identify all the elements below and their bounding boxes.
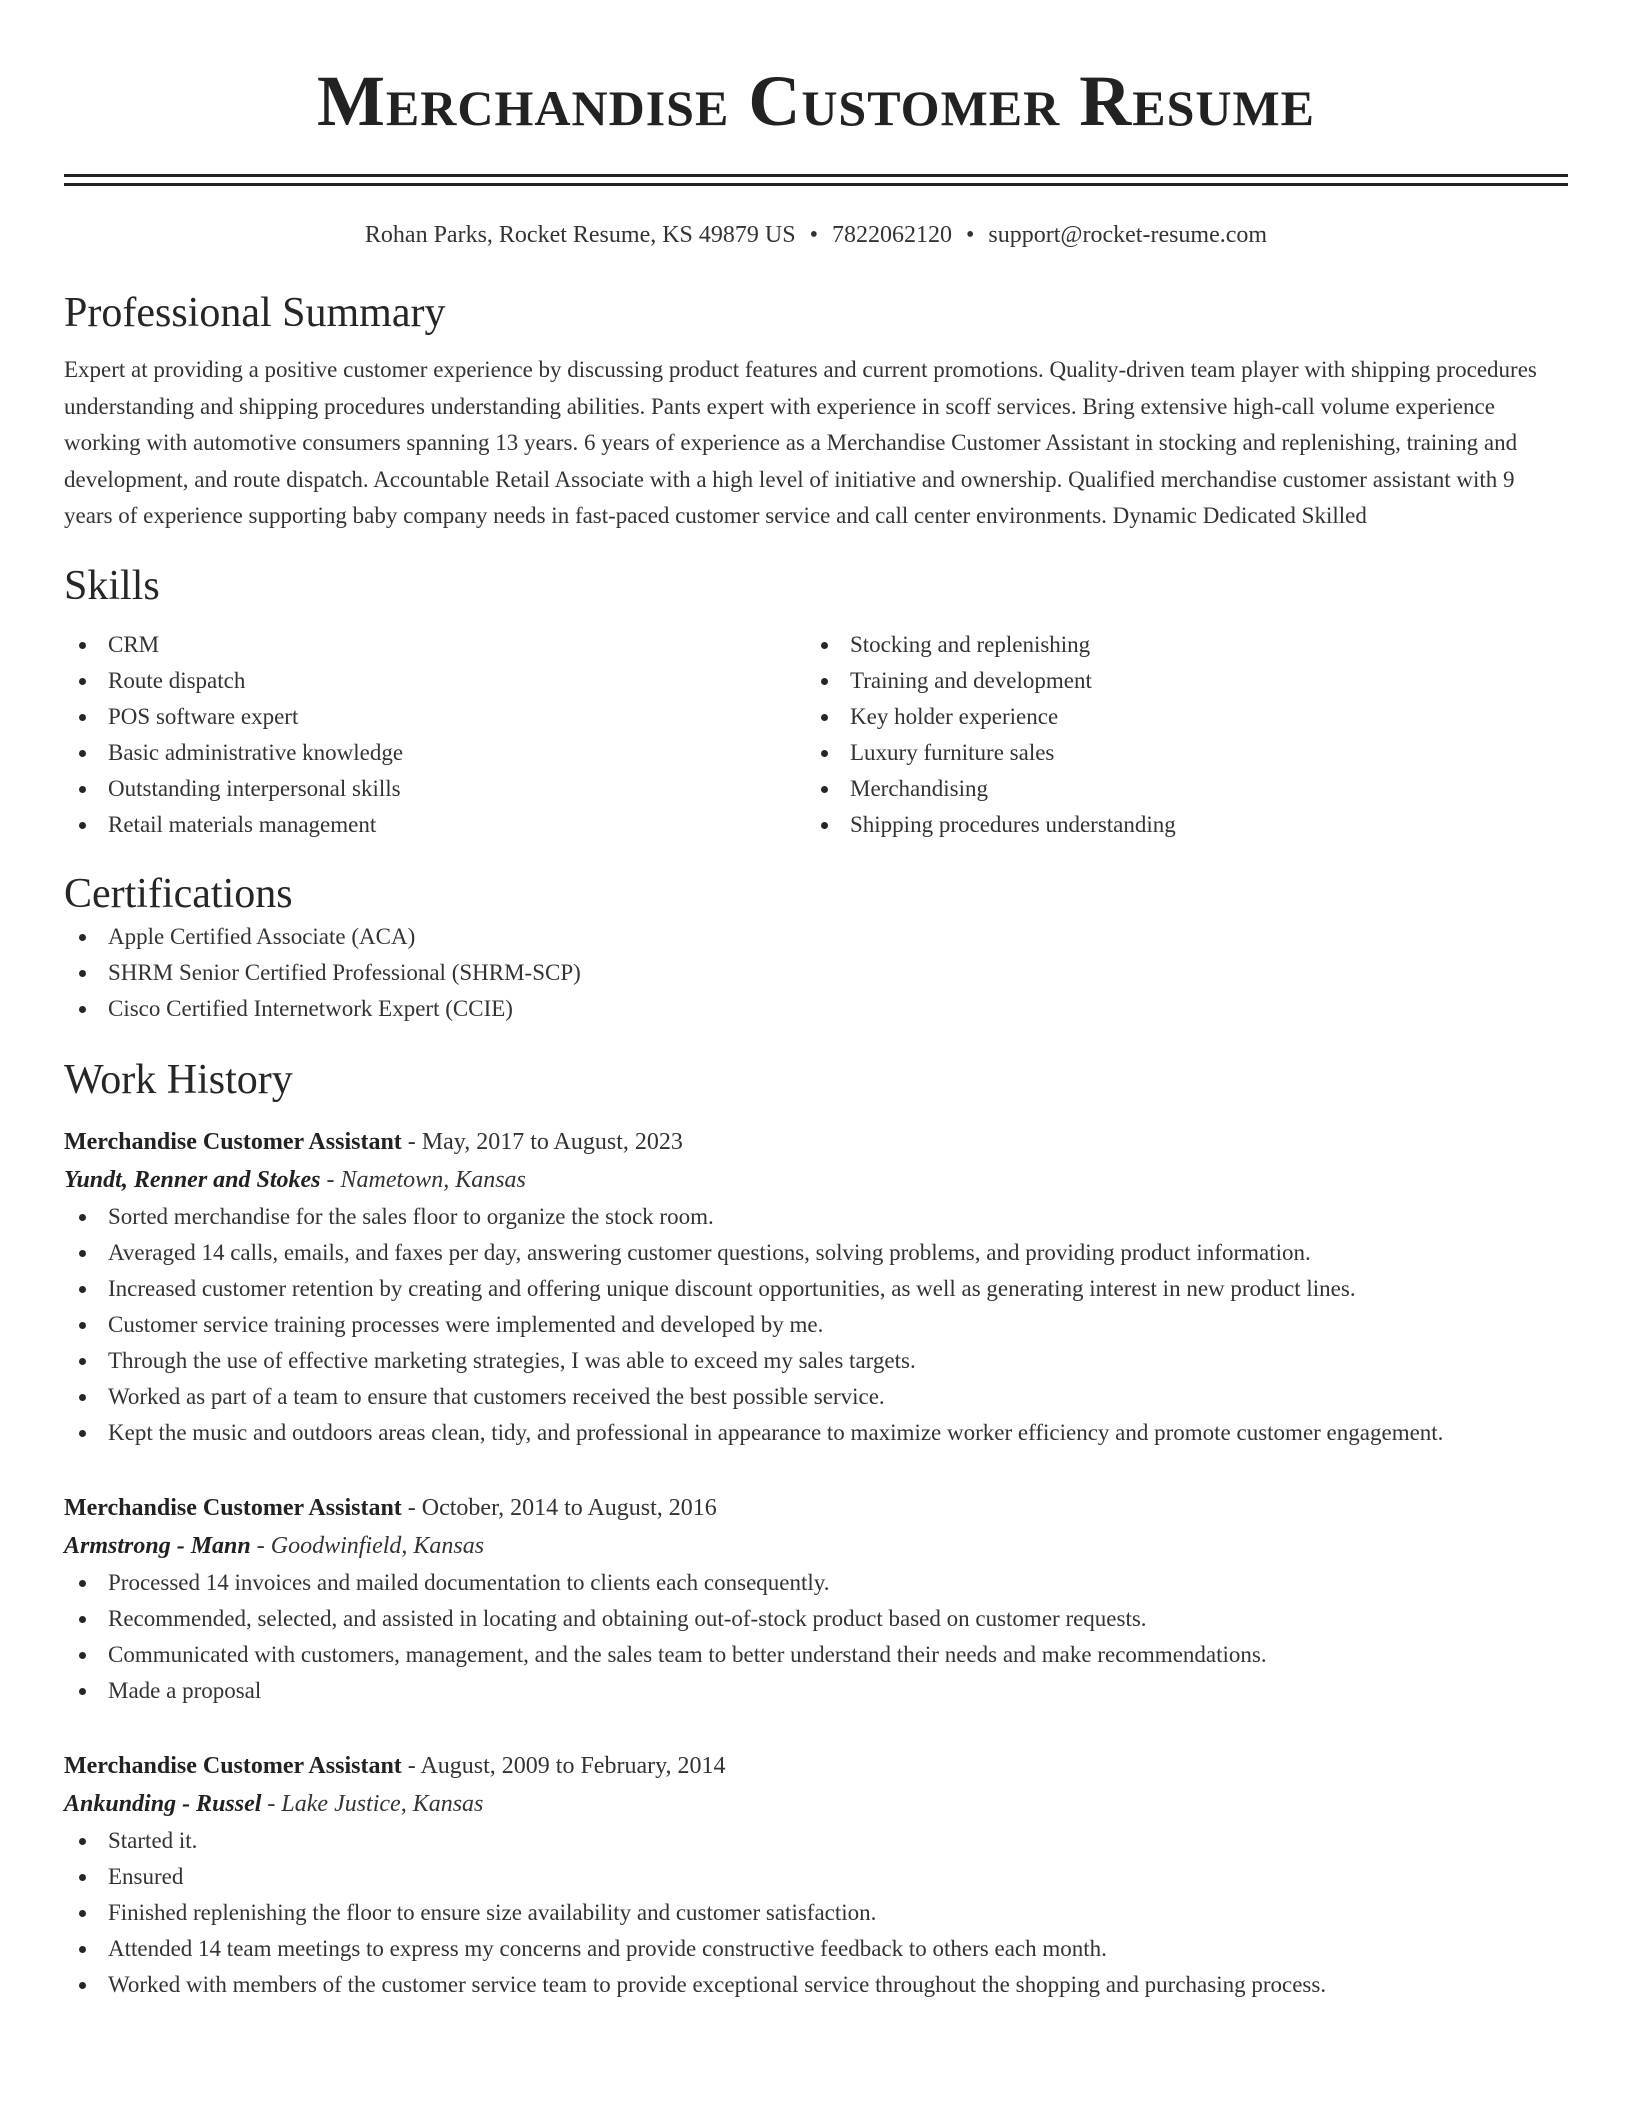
job-duty-item: Attended 14 team meetings to express my concerns and provide constructive feedback to others each month. <box>64 1931 1568 1967</box>
skill-item: Retail materials management <box>64 807 806 843</box>
job-role: Merchandise Customer Assistant <box>64 1752 402 1779</box>
contact-phone: 7822062120 <box>831 222 952 248</box>
skill-item: Stocking and replenishing <box>806 627 1548 663</box>
job-company: Armstrong - Mann <box>64 1532 251 1559</box>
certification-item: SHRM Senior Certified Professional (SHRM-SCP) <box>64 955 1568 991</box>
work-history-heading: Work History <box>64 1056 293 1103</box>
job-duty-item: Customer service training processes were implemented and developed by me. <box>64 1307 1568 1343</box>
job-company-line <box>64 1527 1568 1565</box>
job-duty-item: Averaged 14 calls, emails, and faxes per day, answering customer questions, solving problems, and providing product information. <box>64 1235 1568 1271</box>
job-duty-item: Worked with members of the customer service team to provide exceptional service throughout the shopping and purchasing process. <box>64 1967 1568 2003</box>
job-duty-item: Processed 14 invoices and mailed documentation to clients each consequently. <box>64 1565 1568 1601</box>
job-company-line <box>64 1161 1568 1199</box>
job-header <box>64 1747 1568 1785</box>
job-location: - Nametown, Kansas <box>320 1166 526 1193</box>
job-duties-list <box>64 1823 1568 2003</box>
skill-item: Shipping procedures understanding <box>806 807 1548 843</box>
job-duty-item: Increased customer retention by creating and offering unique discount opportunities, as well as generating interest in new product lines. <box>64 1271 1568 1307</box>
job-company: Ankunding - Russel <box>64 1790 262 1817</box>
job-company: Yundt, Renner and Stokes <box>64 1166 321 1193</box>
certifications-heading: Certifications <box>64 870 293 917</box>
job-dates: - August, 2009 to February, 2014 <box>401 1752 726 1779</box>
skill-item: Key holder experience <box>806 699 1548 735</box>
skill-item: Luxury furniture sales <box>806 735 1548 771</box>
job-dates: - October, 2014 to August, 2016 <box>401 1494 717 1521</box>
job-duties-list <box>64 1199 1568 1451</box>
job-duties-list <box>64 1565 1568 1709</box>
skills-right-column <box>806 627 1548 843</box>
skill-item: Merchandising <box>806 771 1548 807</box>
job-role: Merchandise Customer Assistant <box>64 1494 402 1521</box>
job-duty-item: Kept the music and outdoors areas clean, tidy, and professional in appearance to maximize worker efficiency and promote customer engagement. <box>64 1415 1568 1451</box>
skill-item: POS software expert <box>64 699 806 735</box>
job-company-line <box>64 1785 1568 1823</box>
job-header <box>64 1489 1568 1527</box>
summary-heading: Professional Summary <box>64 290 446 336</box>
resume-title: Merchandise Customer Resume <box>316 61 1316 141</box>
job-duty-item: Started it. <box>64 1823 1568 1859</box>
contact-separator: • <box>965 222 975 248</box>
skills-grid <box>64 627 1568 843</box>
contact-email: support@rocket-resume.com <box>988 222 1268 248</box>
certification-item: Cisco Certified Internetwork Expert (CCIE) <box>64 991 1568 1027</box>
contact-address: Rohan Parks, Rocket Resume, KS 49879 US <box>364 222 796 248</box>
contact-line <box>64 220 1568 250</box>
job-location: - Goodwinfield, Kansas <box>250 1532 485 1559</box>
certifications-list <box>64 919 1568 1027</box>
job-dates: - May, 2017 to August, 2023 <box>401 1128 683 1155</box>
job-duty-item: Communicated with customers, management, and the sales team to better understand their needs and make recommendations. <box>64 1637 1568 1673</box>
summary-text: Expert at providing a positive customer experience by discussing product features and current promotions. Quality-driven team player with shipping procedures understanding and shipping procedures understanding abilities. Pants expert with experience in scoff services. Bring extensive high-call volume experience working with automotive consumers spanning 13 years. 6 years of experience as a Merchandise Customer Assistant in stocking and replenishing, training and development, and route dispatch. Accountable Retail Associate with a high level of initiative and ownership. Qualified merchandise customer assistant with 9 years of experience supporting baby company needs in fast-paced customer service and call center environments. Dynamic Dedicated Skilled <box>64 357 1537 528</box>
job-duty-item: Through the use of effective marketing strategies, I was able to exceed my sales targets. <box>64 1343 1568 1379</box>
job-duty-item: Ensured <box>64 1859 1568 1895</box>
skill-item: Outstanding interpersonal skills <box>64 771 806 807</box>
skill-item: Basic administrative knowledge <box>64 735 806 771</box>
skill-item: Training and development <box>806 663 1548 699</box>
skill-item: CRM <box>64 627 806 663</box>
certification-item: Apple Certified Associate (ACA) <box>64 919 1568 955</box>
skills-left-column <box>64 627 806 843</box>
contact-separator: • <box>809 222 818 248</box>
job-duty-item: Worked as part of a team to ensure that customers received the best possible service. <box>64 1379 1568 1415</box>
skills-heading: Skills <box>64 562 160 609</box>
job-role: Merchandise Customer Assistant <box>64 1128 402 1155</box>
job-duty-item: Made a proposal <box>64 1673 1568 1709</box>
skills-right-list <box>806 627 1548 843</box>
skills-left-list <box>64 627 806 843</box>
job-entry <box>64 1747 1568 2003</box>
job-duty-item: Recommended, selected, and assisted in locating and obtaining out-of-stock product based on customer requests. <box>64 1601 1568 1637</box>
job-duty-item: Finished replenishing the floor to ensure size availability and customer satisfaction. <box>64 1895 1568 1931</box>
job-entry <box>64 1123 1568 1451</box>
skill-item: Route dispatch <box>64 663 806 699</box>
job-entry <box>64 1489 1568 1709</box>
job-header <box>64 1123 1568 1161</box>
job-location: - Lake Justice, Kansas <box>261 1790 484 1817</box>
title-double-rule <box>64 174 1568 186</box>
job-duty-item: Sorted merchandise for the sales floor to organize the stock room. <box>64 1199 1568 1235</box>
